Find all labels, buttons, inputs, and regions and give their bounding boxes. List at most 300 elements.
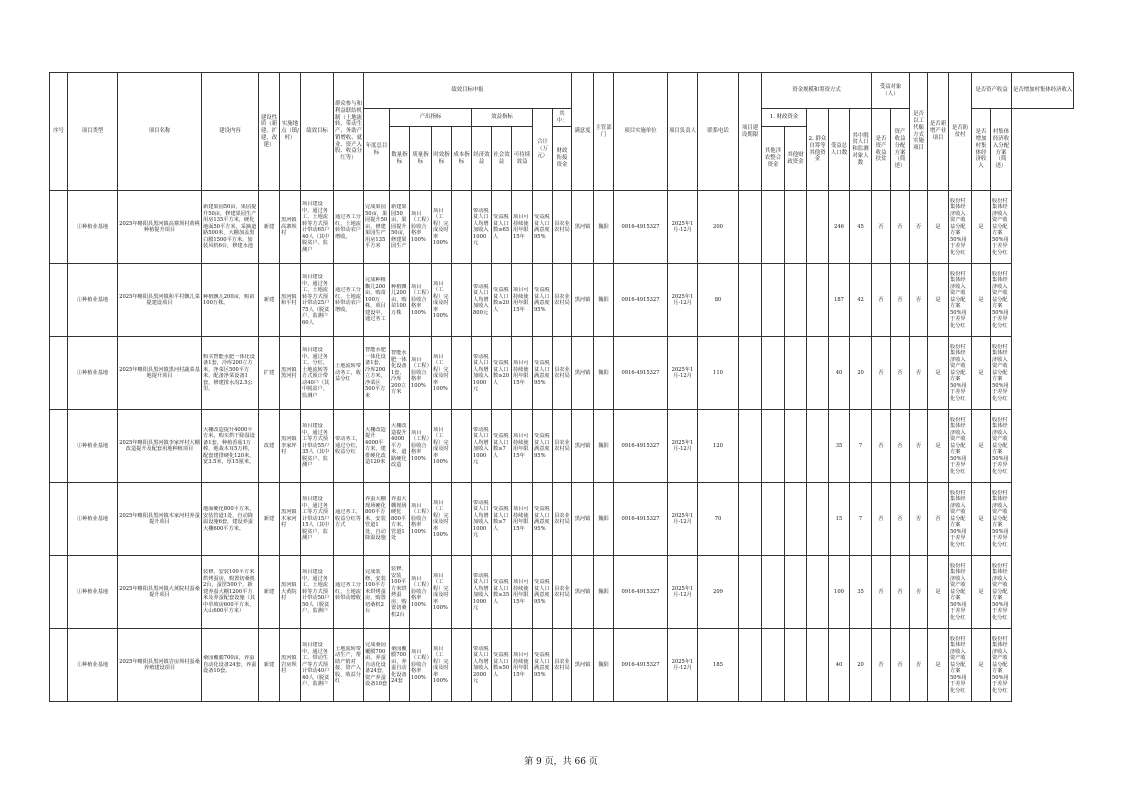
cell-benef-total: 187 [829, 264, 850, 337]
cell-satisfaction: 受益脱贫人口满意度95% [533, 556, 553, 629]
cell-cost [452, 337, 472, 410]
cell-self [807, 337, 829, 410]
cell-other-agri [762, 483, 785, 556]
cell-seq [50, 483, 68, 556]
cell-mass: 土地流转带动务工，收益分红 [334, 337, 364, 410]
cell-unit: 黑河镇 [572, 483, 594, 556]
cell-benef-poor: 20 [850, 629, 872, 702]
cell-nature: 扩建 [259, 337, 280, 410]
cell-mass: 土地流转带动生产，帮助产销对接，资产入股，收益分红 [334, 629, 364, 702]
cell-annual: 完成果园50亩，果园提升50亩，修建果园生产用房135平方米 [364, 191, 390, 264]
header-cost: 成本指标 [452, 127, 472, 191]
cell-total: 200 [698, 191, 739, 264]
header-content: 建设内容 [202, 73, 259, 191]
cell-asset-yes: 是 [928, 556, 949, 629]
cell-unit: 黑河镇 [572, 191, 594, 264]
table-row [50, 264, 1074, 337]
header-asset-group: 是否资产收益 [972, 73, 1012, 109]
cell-asset-plan: 股份村集体经济收入资产收益分配方案50%用于差异化分红 [949, 410, 972, 483]
cell-self [807, 264, 829, 337]
header-phone: 联系电话 [698, 73, 739, 191]
cell-name: 2025年略阳县黑河镇木家河村养蚕提升项目 [118, 483, 202, 556]
cell-goal: 项目建设中，通过务工等方式预计带动15户15人（其中脱贫户、监测户 [301, 483, 334, 556]
header-perf-goal: 绩效目标 [301, 73, 334, 191]
cell-location: 黑河镇岩房坝村 [280, 629, 301, 702]
cell-economic: 带动脱贫人口人均增加收入1000元 [472, 556, 492, 629]
cell-labor: 否 [872, 337, 891, 410]
cell-coll-yes: 是 [972, 410, 991, 483]
cell-self [807, 191, 829, 264]
cell-timeliness: 项目（工程）完成及时率100% [432, 264, 452, 337]
cell-benef-total: 40 [829, 629, 850, 702]
cell-location: 黑河镇木家河村 [280, 483, 301, 556]
cell-asset-yes: 是 [928, 264, 949, 337]
cell-name: 2025年略阳县黑河镇大黄院村蚕桑提升项目 [118, 556, 202, 629]
cell-antipoverty: 否 [910, 410, 928, 483]
header-type: 项目类型 [68, 73, 118, 191]
cell-quantity: 桑园覆膜700亩，养蚕自动化设备24套 [390, 629, 410, 702]
cell-economic: 带动脱贫人口人均增加收入2000元 [472, 629, 492, 702]
cell-name: 2025年略阳县黑河镇岩房坝村蚕桑养殖建设项目 [118, 629, 202, 702]
cell-annual: 智能水肥一体化设备1套，冷库200立方米，净菜区500平方米 [364, 337, 390, 410]
cell-labor: 否 [872, 629, 891, 702]
cell-new-asset: 否 [891, 191, 910, 264]
header-owner: 项目负责人 [668, 73, 698, 191]
header-benef-total: 受益总人口数 [829, 109, 850, 191]
cell-social: 受益脱贫人口数≥50人 [492, 629, 512, 702]
cell-content: 桑园覆膜700亩，养蚕自动化设备24套，养蚕设备10套。 [202, 629, 259, 702]
cell-dept: 县农业农村局 [553, 337, 572, 410]
cell-owner: 魏阳 [594, 337, 614, 410]
cell-nature: 新建 [259, 191, 280, 264]
cell-coll-yes: 是 [972, 483, 991, 556]
cell-benef-total: 246 [829, 191, 850, 264]
header-mass-self: 2. 群众自筹等其他资金 [807, 109, 829, 191]
header-fund-group: 资金规模和筹资方式 [762, 73, 872, 109]
header-mass: 群众参与和利益联结机制（土地流转、带动生产、务助产销增收、就业、资产入股、收益分红等） [334, 73, 364, 191]
header-dept: 主管部门 [594, 73, 614, 191]
cell-new-asset: 否 [891, 629, 910, 702]
cell-mass: 通过务工分红，土地流转带动农户增收。 [334, 264, 364, 337]
cell-location: 黑河镇大黄院村 [280, 556, 301, 629]
header-benefit-group: 效益指标 [472, 109, 533, 127]
cell-owner: 魏阳 [594, 264, 614, 337]
cell-unit: 黑河镇 [572, 410, 594, 483]
cell-nature: 改建 [259, 410, 280, 483]
header-sustain: 可持续效益 [512, 127, 533, 191]
cell-labor: 否 [872, 556, 891, 629]
cell-social: 受益脱贫人口数≥7人 [492, 483, 512, 556]
cell-quality: 项目（工程）验收合格率100% [410, 337, 432, 410]
cell-social: 受益脱贫人口数≥20人 [492, 337, 512, 410]
cell-phone: 0916-4915327 [614, 410, 668, 483]
cell-owner: 魏阳 [594, 483, 614, 556]
cell-self [807, 556, 829, 629]
cell-type: ①种植业基地 [68, 410, 118, 483]
cell-asset-plan: 股份村集体经济收入资产收益分配方案50%用于差异化分红 [949, 483, 972, 556]
cell-other-fiscal [785, 629, 807, 702]
cell-labor: 否 [872, 483, 891, 556]
cell-content: 大棚改造提升4000平方米，购买烘干除湿设备1套，种植香菇1万棒，地栽木耳5万棒，配套建排硬化120米，宽3.5米，厚15厘米。 [202, 410, 259, 483]
table-body [50, 191, 1074, 702]
header-antipoverty: 是否防贫村 [949, 73, 972, 191]
cell-type: ①种植业基地 [68, 337, 118, 410]
cell-economic: 带动脱贫人口人均增加收入800元 [472, 264, 492, 337]
cell-benef-poor: 45 [850, 191, 872, 264]
cell-name: 2025年略阳县黑河镇高寨坝村黄桃种植提升项目 [118, 191, 202, 264]
cell-antipoverty: 否 [910, 483, 928, 556]
table-row [50, 191, 1074, 264]
cell-type: ①种植业基地 [68, 483, 118, 556]
cell-fiscal-direct [739, 483, 762, 556]
cell-owner: 魏阳 [594, 629, 614, 702]
cell-other-agri [762, 556, 785, 629]
header-other-fiscal: 其他财政资金 [785, 127, 807, 191]
cell-dept: 县农业农村局 [553, 410, 572, 483]
cell-sustain: 项目可持续使用年限15年 [512, 264, 533, 337]
cell-new-asset: 否 [891, 410, 910, 483]
cell-unit: 黑河镇 [572, 264, 594, 337]
cell-owner: 魏阳 [594, 191, 614, 264]
cell-coll-yes: 是 [972, 629, 991, 702]
cell-dept: 县农业农村局 [553, 483, 572, 556]
cell-coll-yes: 是 [972, 264, 991, 337]
cell-asset-yes: 是 [928, 629, 949, 702]
cell-period: 2025年1月-12月 [668, 191, 698, 264]
cell-unit: 黑河镇 [572, 556, 594, 629]
cell-coll-plan: 股份村集体经济收入资产收益分配方案50%用于差异化分红 [991, 629, 1012, 702]
cell-cost [452, 191, 472, 264]
cell-fiscal-direct [739, 191, 762, 264]
cell-cost [452, 629, 472, 702]
cell-dept: 县农业农村局 [553, 191, 572, 264]
cell-new-asset: 否 [891, 556, 910, 629]
cell-social: 受益脱贫人口数≥7人 [492, 410, 512, 483]
cell-asset-yes: 否 [928, 483, 949, 556]
project-table [49, 72, 1074, 702]
cell-fiscal-direct [739, 264, 762, 337]
cell-goal: 项目建设中，通过务工、带动生产等方式预计带动40户40人（脱贫户、监测户 [301, 629, 334, 702]
cell-asset-yes: 是 [928, 191, 949, 264]
cell-phone: 0916-4915327 [614, 191, 668, 264]
cell-owner: 魏阳 [594, 410, 614, 483]
cell-satisfaction: 受益脱贫人口满意度95% [533, 191, 553, 264]
cell-economic: 带动脱贫人口人均增加收入1000元 [472, 191, 492, 264]
cell-phone: 0916-4915327 [614, 264, 668, 337]
cell-total: 80 [698, 264, 739, 337]
cell-seq [50, 337, 68, 410]
cell-goal: 项目建设中，通过务工等方式预计带动55户35人（其中脱贫户、监测户 [301, 410, 334, 483]
cell-content: 种植飘儿200亩，购苗100万株。 [202, 264, 259, 337]
header-new-asset: 是否新增产业项目 [928, 73, 949, 191]
cell-benef-poor: 7 [850, 483, 872, 556]
header-satisfaction: 满意度 [572, 73, 594, 191]
cell-period: 2025年1月-12月 [668, 337, 698, 410]
cell-annual: 完成种植飘儿200亩，购苗100万株，项目建设中，通过务工 [364, 264, 390, 337]
table-row [50, 483, 1074, 556]
cell-coll-plan: 股份村集体经济收入资产收益分配方案50%用于差异化分红 [991, 410, 1012, 483]
cell-benef-total: 35 [829, 410, 850, 483]
cell-social: 受益脱贫人口数≥20人 [492, 264, 512, 337]
cell-total: 70 [698, 483, 739, 556]
table-row [50, 410, 1074, 483]
cell-satisfaction: 受益脱贫人口满意度95% [533, 264, 553, 337]
cell-asset-plan: 股份村集体经济收入资产收益分配方案50%用于差异化分红 [949, 556, 972, 629]
cell-quantity: 大棚改造提升4000平方米，道路硬化改造 [390, 410, 410, 483]
cell-period: 2025年1月-12月 [668, 556, 698, 629]
header-period: 项目建设期限 [739, 73, 762, 191]
header-total: 合计（万元） [533, 109, 553, 191]
header-of-which: 其中： [553, 109, 572, 127]
cell-unit: 黑河镇 [572, 337, 594, 410]
cell-quantity: 养蚕大棚现场硬化800平方米，管道1处 [390, 483, 410, 556]
cell-antipoverty: 否 [910, 629, 928, 702]
cell-owner: 魏阳 [594, 556, 614, 629]
cell-coll-yes: 是 [972, 337, 991, 410]
cell-coll-yes: 是 [972, 191, 991, 264]
cell-coll-plan: 股份村集体经济收入资产收益分配方案50%用于差异化分红 [991, 264, 1012, 337]
cell-mass: 通过务工分红，土地流转带动增收 [334, 556, 364, 629]
cell-dept: 县农业农村局 [553, 629, 572, 702]
cell-antipoverty: 否 [910, 264, 928, 337]
header-fiscal-direct: 财政衔接资金 [553, 127, 572, 191]
cell-labor: 否 [872, 264, 891, 337]
cell-asset-plan: 股份村集体经济收入资产收益分配方案50%用于差异化分红 [949, 629, 972, 702]
cell-quality: 项目（工程）验收合格率100% [410, 191, 432, 264]
cell-period: 2025年1月-12月 [668, 483, 698, 556]
header-timeliness: 时效指标 [432, 127, 452, 191]
cell-coll-plan: 股份村集体经济收入资产收益分配方案50%用于差异化分红 [991, 483, 1012, 556]
cell-other-fiscal [785, 191, 807, 264]
cell-asset-plan: 股份村集体经济收入资产收益分配方案50%用于差异化分红 [949, 337, 972, 410]
page-footer: 第 9 页，共 66 页 [524, 757, 598, 767]
cell-location: 黑河镇黑河村 [280, 337, 301, 410]
cell-seq [50, 556, 68, 629]
cell-self [807, 483, 829, 556]
cell-benef-poor: 35 [850, 556, 872, 629]
header-asset-plan: 资产收益分配方案（简述） [891, 109, 910, 191]
cell-annual: 完成桑园覆膜700亩，养蚕自动化设备24套，资产养蚕设备10套 [364, 629, 390, 702]
cell-period: 2025年1月-12月 [668, 410, 698, 483]
cell-other-agri [762, 264, 785, 337]
cell-economic: 带动脱贫人口人均增加收入1000元 [472, 410, 492, 483]
cell-mass: 通过务工分红，土地流转带动农户增收。 [334, 191, 364, 264]
cell-mass: 通过务工，收益分红等方式 [334, 483, 364, 556]
cell-timeliness: 项目（工程）完成及时率100% [432, 629, 452, 702]
cell-fiscal-direct [739, 556, 762, 629]
cell-coll-yes: 是 [972, 556, 991, 629]
header-economic: 经济效益 [472, 127, 492, 191]
cell-nature: 新建 [259, 629, 280, 702]
cell-benef-poor: 20 [850, 337, 872, 410]
cell-fiscal-direct [739, 337, 762, 410]
cell-satisfaction: 受益脱贫人口满意度95% [533, 629, 553, 702]
cell-cost [452, 410, 472, 483]
header-seq: 序号 [50, 73, 68, 191]
cell-benef-poor: 7 [850, 410, 872, 483]
cell-social: 受益脱贫人口数≥65人 [492, 191, 512, 264]
cell-benef-total: 100 [829, 556, 850, 629]
header-impl-unit: 项目实施单位 [614, 73, 668, 191]
cell-type: ①种植业基地 [68, 629, 118, 702]
cell-content: 购买智能水肥一体化设备1套，冷库200立方米，净菜区500平方米，配备净菜设备1套，修建排水沟2.5公里。 [202, 337, 259, 410]
cell-seq [50, 629, 68, 702]
cell-other-agri [762, 629, 785, 702]
cell-type: ①种植业基地 [68, 191, 118, 264]
cell-satisfaction: 受益脱贫人口满意度95% [533, 483, 553, 556]
cell-sustain: 项目可持续使用年限15年 [512, 483, 533, 556]
cell-location: 黑河镇和平村 [280, 264, 301, 337]
cell-seq [50, 410, 68, 483]
cell-asset-yes: 是 [928, 410, 949, 483]
cell-sustain: 项目可持续使用年限15年 [512, 410, 533, 483]
header-coll-plan: 村集体经济收入分配方案（简述） [991, 109, 1012, 191]
cell-asset-plan: 股份村集体经济收入资产收益分配方案50%用于差异化分红 [949, 191, 972, 264]
cell-timeliness: 项目（工程）完成及时率100% [432, 556, 452, 629]
cell-location: 黑河镇高寨坝村 [280, 191, 301, 264]
cell-coll-plan: 股份村集体经济收入资产收益分配方案50%用于差异化分红 [991, 337, 1012, 410]
header-output-group: 产出指标 [390, 109, 472, 127]
cell-goal: 项目建设中，通过务工、土地流转等方式预计带动25户75人（脱贫户、监测户60人 [301, 264, 334, 337]
cell-quantity: 装修、安装100平方米烘烤蚕房，购置切桑机2台 [390, 556, 410, 629]
cell-other-fiscal [785, 556, 807, 629]
cell-name: 2025年略阳县黑河镇和平村飘儿菜提建设项目 [118, 264, 202, 337]
cell-social: 受益脱贫人口数≥35人 [492, 556, 512, 629]
cell-satisfaction: 受益脱贫人口满意度95% [533, 410, 553, 483]
cell-quantity: 新建果园50亩，果园提升50亩，修建果园生产 [390, 191, 410, 264]
cell-nature: 新建 [259, 483, 280, 556]
cell-period: 2025年1月-12月 [668, 264, 698, 337]
cell-timeliness: 项目（工程）完成及时率100% [432, 410, 452, 483]
cell-quality: 项目（工程）验收合格率100% [410, 410, 432, 483]
header-quality: 质量指标 [410, 127, 432, 191]
cell-quality: 项目（工程）验收合格率100% [410, 629, 432, 702]
cell-nature: 新建 [259, 556, 280, 629]
cell-fiscal-direct [739, 629, 762, 702]
cell-new-asset: 否 [891, 337, 910, 410]
cell-satisfaction: 受益脱贫人口满意度95% [533, 337, 553, 410]
cell-economic: 带动脱贫人口人均增加收入1000元 [472, 483, 492, 556]
cell-other-agri [762, 337, 785, 410]
header-benef-poor: 其中脱贫人口和监测对象人数 [850, 109, 872, 191]
cell-annual: 养蚕大棚现场硬化800平方米，安装管道1处，自动降温设施 [364, 483, 390, 556]
header-asset-yes: 是否资产收益扶贫 [872, 109, 891, 191]
header-annual: 年度总目标 [364, 109, 390, 191]
cell-sustain: 项目可持续使用年限15年 [512, 556, 533, 629]
cell-mass: 带动务工，通过分红，收益分红 [334, 410, 364, 483]
table-row [50, 556, 1074, 629]
cell-content: 新建果园50亩，果园提升50亩，修建果园生产用房135平方米，硬化地面50平方米，采摘道路500米，大棚加盖黑白膜1500平方米，加装风机6台，修建水池 [202, 191, 259, 264]
table-row [50, 629, 1074, 702]
header-indicator-group: 绩效目标申报 [364, 73, 572, 109]
cell-self [807, 629, 829, 702]
cell-benef-total: 40 [829, 337, 850, 410]
cell-location: 黑河镇李家坪村 [280, 410, 301, 483]
cell-benef-total: 15 [829, 483, 850, 556]
cell-quantity: 智能水肥一体化设备1套，冷库200立方米 [390, 337, 410, 410]
cell-period: 2025年1月-12月 [668, 629, 698, 702]
cell-economic: 带动脱贫人口人均增加收入1000元 [472, 337, 492, 410]
cell-total: 110 [698, 337, 739, 410]
cell-nature: 新建 [259, 264, 280, 337]
cell-coll-plan: 股份村集体经济收入资产收益分配方案50%用于差异化分红 [991, 556, 1012, 629]
cell-seq [50, 191, 68, 264]
cell-labor: 否 [872, 191, 891, 264]
cell-unit: 黑河镇 [572, 629, 594, 702]
cell-other-fiscal [785, 337, 807, 410]
cell-total: 185 [698, 629, 739, 702]
cell-asset-yes: 是 [928, 337, 949, 410]
cell-quality: 项目（工程）验收合格率100% [410, 483, 432, 556]
cell-other-agri [762, 191, 785, 264]
cell-sustain: 项目可持续使用年限15年 [512, 337, 533, 410]
cell-content: 装修、安装100平方米烘烤蚕房，购置切桑机2台，蚕筐500个，新建养蚕大棚1200平方米及养蚕配套设施（其中草坡房600平方米，大山600平方米） [202, 556, 259, 629]
cell-name: 2025年略阳县黑河镇李家坪村大棚改造提升及配套用地种植项目 [118, 410, 202, 483]
header-coll-yes: 是否增加村集体经济收入 [972, 109, 991, 191]
cell-asset-plan: 股份村集体经济收入资产收益分配方案50%用于差异化分红 [949, 264, 972, 337]
cell-name: 2025年略阳县黑河镇黑河村蔬菜基地提升项目 [118, 337, 202, 410]
cell-sustain: 项目可持续使用年限15年 [512, 629, 533, 702]
header-beneficiary-group: 受益对象（人） [872, 73, 910, 109]
cell-cost [452, 556, 472, 629]
cell-phone: 0916-4915327 [614, 556, 668, 629]
cell-antipoverty: 否 [910, 337, 928, 410]
cell-goal: 项目建设中，通过务工、土地流转等方式预计带动65户40人（其中脱贫户、监测户 [301, 191, 334, 264]
cell-goal: 项目建设中，通过务工、分红、土地流转等方式预计带动40户（其中脱贫户、监测户 [301, 337, 334, 410]
cell-antipoverty: 否 [910, 556, 928, 629]
header-location: 实施地点（镇/村） [280, 73, 301, 191]
header-nature: 建设性质（新建、扩建、改建） [259, 73, 280, 191]
cell-total: 209 [698, 556, 739, 629]
cell-coll-plan: 股份村集体经济收入资产收益分配方案50%用于差异化分红 [991, 191, 1012, 264]
cell-annual: 大棚改造提升4000平方米，建排硬化改造120米 [364, 410, 390, 483]
cell-other-fiscal [785, 410, 807, 483]
header-other-agri: 其他涉农整合资金 [762, 127, 785, 191]
cell-dept: 县农业农村局 [553, 556, 572, 629]
cell-sustain: 项目可持续使用年限15年 [512, 191, 533, 264]
cell-other-agri [762, 410, 785, 483]
cell-labor: 否 [872, 410, 891, 483]
cell-phone: 0916-4915327 [614, 337, 668, 410]
cell-antipoverty: 否 [910, 191, 928, 264]
cell-quality: 项目（工程）验收合格率100% [410, 556, 432, 629]
cell-annual: 完成装修、安装100平方米烘烤蚕房，购置切桑机2台 [364, 556, 390, 629]
cell-goal: 项目建设中，通过务工、土地流转等方式预计带动50户50人（脱贫户、监测户 [301, 556, 334, 629]
cell-new-asset: 否 [891, 264, 910, 337]
cell-timeliness: 项目（工程）完成及时率100% [432, 191, 452, 264]
table-row [50, 337, 1074, 410]
cell-self [807, 410, 829, 483]
cell-total: 120 [698, 410, 739, 483]
cell-seq [50, 264, 68, 337]
cell-other-fiscal [785, 483, 807, 556]
cell-phone: 0916-4915327 [614, 629, 668, 702]
cell-cost [452, 264, 472, 337]
cell-other-fiscal [785, 264, 807, 337]
header-quantity: 数量指标 [390, 127, 410, 191]
cell-quantity: 种植飘儿200亩，购苗100万株 [390, 264, 410, 337]
cell-timeliness: 项目（工程）完成及时率100% [432, 337, 452, 410]
header-labor: 是否以工代赈方式实施项目 [910, 73, 928, 191]
header-fiscal: 1. 财政资金 [762, 109, 807, 127]
cell-benef-poor: 42 [850, 264, 872, 337]
cell-cost [452, 483, 472, 556]
cell-quality: 项目（工程）验收合格率100% [410, 264, 432, 337]
cell-content: 地面硬化800平方米，安装管道1处，自动降温设施6套，建设养蚕大棚600平方米。 [202, 483, 259, 556]
header-name: 项目名称 [118, 73, 202, 191]
cell-type: ①种植业基地 [68, 556, 118, 629]
cell-phone: 0916-4915327 [614, 483, 668, 556]
